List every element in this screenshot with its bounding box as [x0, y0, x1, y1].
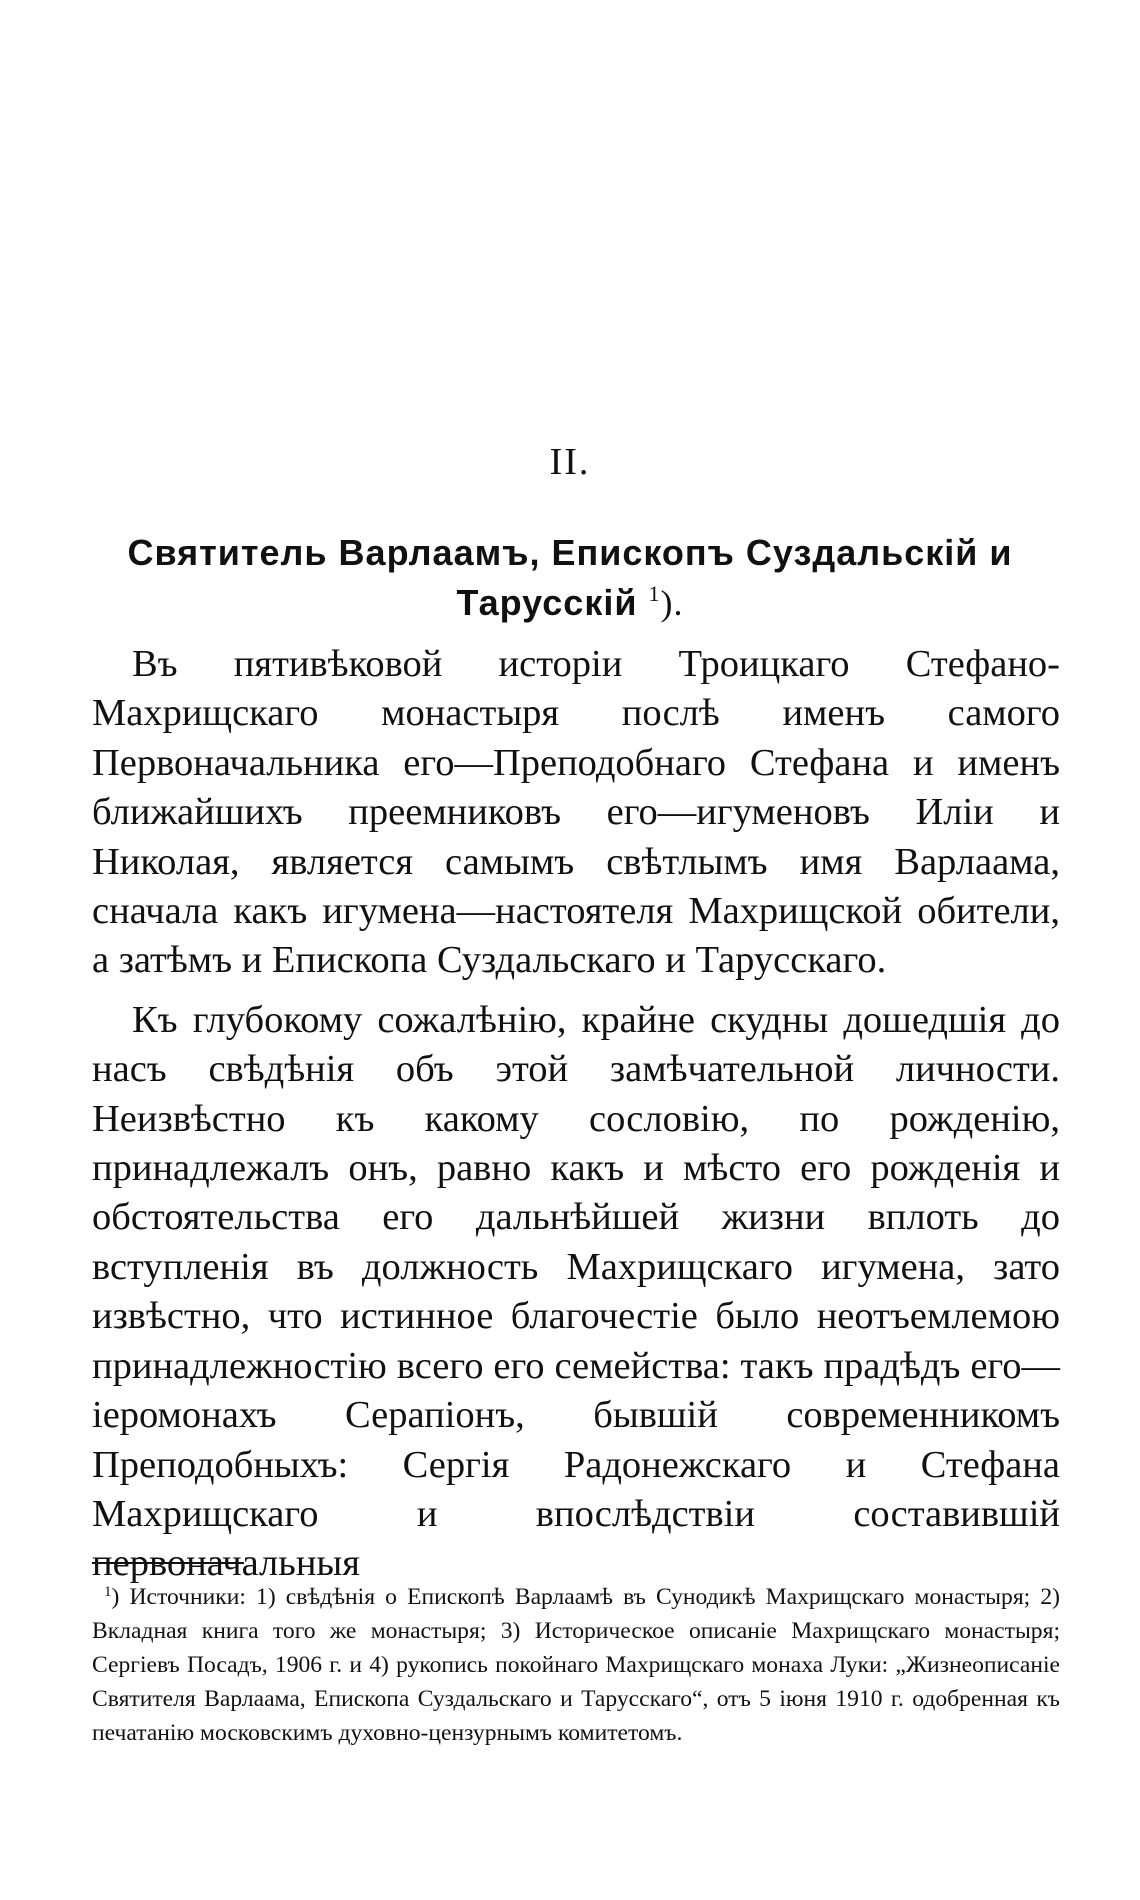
footnote-marker: 1 — [104, 1584, 112, 1600]
footnote-text: ) Источники: 1) свѣдѣнія о Епископѣ Варлаамѣ въ Сунодикѣ Махрищскаго монастыря; 2) Вкладная книга того же монастыря; 3) Историческое описаніе Махрищскаго монастыря; Сергіевъ Посадъ, 1906 г. и 4) рукопись покойнаго Махрищскаго монаха Луки: „Жизнеописаніе Святителя Варлаама, Епископа Суздальскаго и Тарусскаго“, отъ 5 іюня 1910 г. одобренная къ печатанію московскимъ духовно-цензурнымъ комитетомъ. — [92, 1584, 1060, 1746]
chapter-title-text: Святитель Варлаамъ, Епископъ Суздальскій и Тарусскій — [127, 532, 1013, 623]
paragraph-2: Къ глубокому сожалѣнію, крайне скудны дошедшія до насъ свѣдѣнія объ этой замѣчательной личности. Неизвѣстно къ какому сословію, по рожденію, принадлежалъ онъ, равно какъ и мѣсто его рожденія и обстоятельства его дальнѣйшей жизни вплоть до вступленія въ должность Махрищскаго игумена, зато извѣстно, что истинное благочестіе было неотъемлемою принадлежностію всего его семейства: такъ прадѣдъ его—іеромонахъ Серапіонъ, бывшій современникомъ Преподобныхъ: Сергія Радонежскаго и Стефана Махрищскаго и впослѣдствіи составившій первоначальныя — [92, 998, 1060, 1585]
chapter-title — [120, 528, 1020, 628]
chapter-number: II. — [549, 441, 591, 483]
footnote-divider — [92, 1562, 244, 1564]
footnote-reference[interactable]: 1 — [648, 581, 661, 606]
chapter-title-close: ). — [660, 583, 684, 623]
paragraph-1: Въ пятивѣковой исторіи Троицкаго Стефано-Махрищскаго монастыря послѣ именъ самого Первоначальника его—Преподобнаго Стефана и именъ ближайшихъ преемниковъ его—игуменовъ Иліи и Николая, является самымъ свѣтлымъ имя Варлаама, сначала какъ игумена—настоятеля Махрищской обители, а затѣмъ и Епископа Суздальскаго и Тарусскаго. — [92, 643, 1060, 982]
footnote-1 — [92, 1580, 1060, 1750]
footnotes — [92, 1580, 1060, 1750]
body-text — [92, 640, 1060, 1599]
